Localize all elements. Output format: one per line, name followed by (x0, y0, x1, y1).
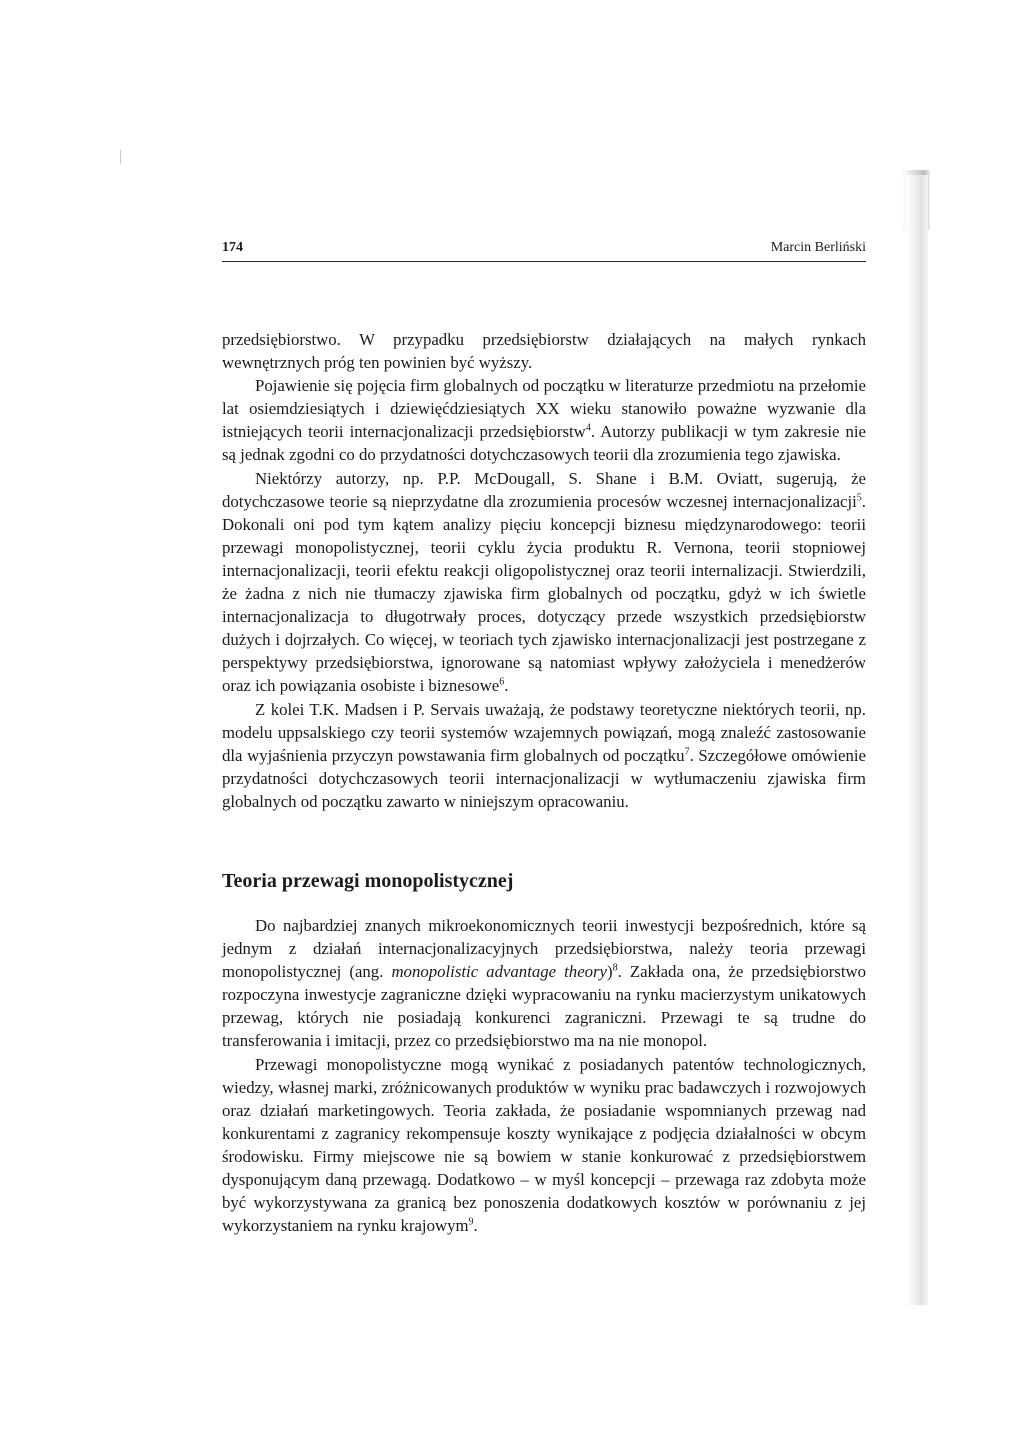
scan-artifact-mark (120, 150, 121, 164)
paragraph-text: . (504, 676, 509, 696)
paragraph-text: Do najbardziej znanych mikroekonomicznych teorii inwestycji bezpośrednich, które są jednym z działań internacjonalizacyjnych przedsiębiorstwa, należy teoria przewagi monopolistycznej (ang. (222, 915, 866, 982)
footnote-ref-5: 5 (856, 492, 862, 504)
paragraph-text: . Szczegółowe omówienie przydatności dotychczasowych teorii internacjonalizacji w wytłumaczeniu zjawiska firm globalnych od początku zawarto w niniejszym opracowaniu. (222, 745, 866, 811)
page-number: 174 (222, 240, 243, 255)
paragraph-text: . Dokonali oni pod tym kątem analizy pięciu koncepcji biznesu międzynarodowego: teorii przewagi monopolistycznej, teorii cyklu życia produktu R. Vernona, teorii stopniowej internacjonalizacji, teorii efektu reakcji oligopolistycznej oraz teorii internalizacji. Stwierdzili, że żadna z nich nie tłumaczy zjawiska firm globalnych od początku, gdyż w ich świetle internacjonalizacja to długotrwały proces, dotyczący przede wszystkich przedsiębiorstw dużych i dojrzałych. Co więcej, w teoriach tych zjawisko internacjonalizacji jest postrzegane z perspektywy przedsiębiorstwa, ignorowane są natomiast wpływy założyciela i menedżerów oraz ich powiązania osobiste i biznesowe (222, 491, 866, 696)
paragraph-text: ) (607, 962, 613, 982)
paragraph-text: przedsiębiorstwo. W przypadku przedsiębiorstw działających na małych rynkach wewnętrznych próg ten powinien być wyższy. (222, 330, 866, 373)
footnote-ref-7: 7 (684, 746, 690, 758)
paragraph-1 (222, 328, 866, 374)
running-header-author: Marcin Berliński (770, 240, 866, 255)
paragraph-text: Przewagi monopolistyczne mogą wynikać z posiadanych patentów technologicznych, wiedzy, własnej marki, zróżnicowanych produktów w wyniku prac badawczych i rozwojowych oraz działań marketingowych. Teoria zakłada, że posiadanie wspomnianych przewag nad konkurentami z zagranicy rekompensuje koszty wynikające z podjęcia działalności w obcym środowisku. Firmy miejscowe nie są bowiem w stanie konkurować z przedsiębiorstwem dysponującym daną przewagą. Dodatkowo – w myśl koncepcji – przewaga raz zdobyta może być wykorzystywana za granicą bez ponoszenia dodatkowych kosztów w porównaniu z jej wykorzystaniem na rynku krajowym (222, 1054, 866, 1236)
paragraph-3 (222, 467, 866, 698)
italic-term: monopolistic advantage theory (391, 962, 608, 982)
footnote-ref-6: 6 (499, 676, 505, 688)
scan-page-edge (906, 175, 928, 1305)
body-text (222, 328, 866, 1237)
paragraph-text: . Autorzy publikacji w tym zakresie nie są jednak zgodni co do przydatności dotychczasowych teorii dla zrozumienia tego zjawiska. (222, 422, 867, 465)
book-page (222, 240, 866, 1237)
section-paragraph-2 (222, 1053, 866, 1238)
footnote-ref-8: 8 (612, 962, 618, 974)
footnote-ref-9: 9 (468, 1216, 474, 1228)
section-heading: Teoria przewagi monopolistycznej (222, 869, 514, 892)
paragraph-text: . Zakłada ona, że przedsiębiorstwo rozpoczyna inwestycje zagraniczne dzięki wypracowaniu na rynku macierzystym unikatowych przewag, których nie posiadają konkurenci zagraniczni. Przewagi te są trudne do transferowania i imitacji, przez co przedsiębiorstwo ma na nie monopol. (222, 962, 867, 1051)
paragraph-2 (222, 374, 866, 466)
section-paragraph-1 (222, 914, 866, 1053)
paragraph-4 (222, 698, 866, 813)
paragraph-text: . (473, 1216, 478, 1236)
footnote-ref-4: 4 (585, 422, 591, 434)
paragraph-text: Z kolei T.K. Madsen i P. Servais uważają, że podstawy teoretyczne niektórych teorii, np. modelu uppsalskiego czy teorii systemów wzajemnych powiązań, mogą znaleźć zastosowanie dla wyjaśnienia przyczyn powstawania firm globalnych od początku (222, 699, 866, 765)
paragraph-text: Pojawienie się pojęcia firm globalnych od początku w literaturze przedmiotu na przełomie lat osiemdziesiątych i dziewięćdziesiątych XX wieku stanowiło poważne wyzwanie dla istniejących teorii internacjonalizacji przedsiębiorstw (222, 376, 866, 442)
running-header (222, 240, 866, 262)
paragraph-text: Niektórzy autorzy, np. P.P. McDougall, S. Shane i B.M. Oviatt, sugerują, że dotychczasowe teorie są nieprzydatne dla zrozumienia procesów wczesnej internacjonalizacji (222, 468, 866, 511)
